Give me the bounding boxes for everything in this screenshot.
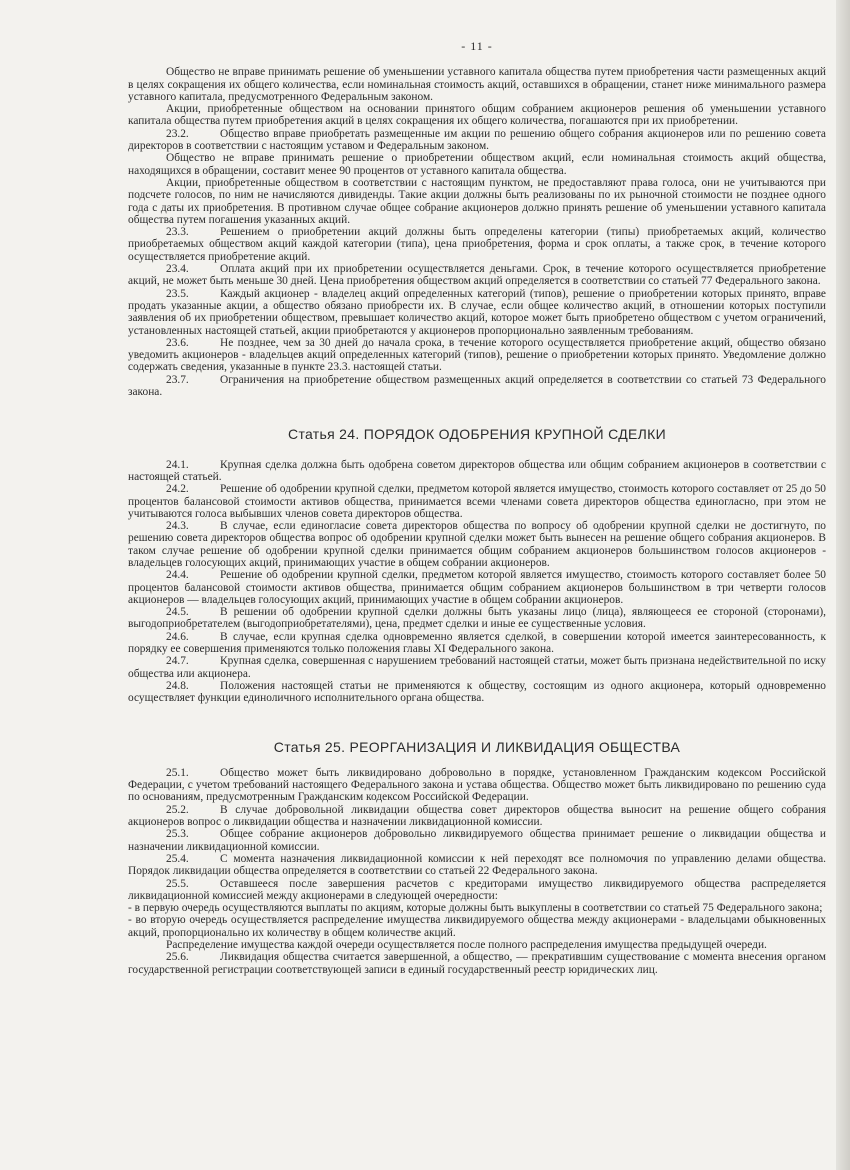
clause-number: 24.3.	[166, 520, 189, 533]
clause-23-6	[128, 337, 826, 374]
clause-number: 25.1.	[166, 766, 189, 779]
clause-number: 24.4.	[166, 569, 189, 582]
clause-number: 23.5.	[166, 287, 189, 300]
clause-number: 24.8.	[166, 679, 189, 692]
clause-number: 25.6.	[166, 951, 189, 964]
clause-number: 23.3.	[166, 226, 189, 239]
page-number: - 11 -	[461, 39, 493, 53]
clause-text: С момента назначения ликвидационной комиссии к ней переходят все полномочия по управлению делами общества. Порядок ликвидации общества определяется в соответствии со статьей 22 Федерального закона.	[128, 852, 826, 878]
clause-23-2	[128, 128, 826, 153]
article-23-continuation	[128, 66, 826, 398]
clause-number: 24.1.	[166, 458, 189, 471]
clause-text: В решении об одобрении крупной сделки должны быть указаны лицо (лица), являющееся ее стороной (сторонами), выгодоприобретателем (выгодоприобретателями), цена, предмет сделки и иные ее существенные условия.	[128, 606, 826, 631]
clause-24-5	[128, 606, 826, 631]
article-24-title: Статья 24. ПОРЯДОК ОДОБРЕНИЯ КРУПНОЙ СДЕЛКИ	[288, 426, 666, 443]
clause-25-1	[128, 767, 826, 804]
clause-23-7	[128, 374, 826, 399]
clause-24-1	[128, 459, 826, 484]
clause-23-3	[128, 226, 826, 263]
clause-number: 23.6.	[166, 336, 189, 349]
clause-number: 24.5.	[166, 606, 189, 619]
clause-text: Каждый акционер - владелец акций определенных категорий (типов), решение о приобретении которых принято, вправе продать указанные акции, а общество обязано приобрести их. В случае, если общее количество акций, в отношении которых поступили заявления об их приобретении обществом, превышает количество акций, которое может быть приобретено обществом с учетом ограничений, установленных настоящей статьей, акции приобретаются у акционеров пропорционально заявленным требованиям.	[128, 287, 826, 337]
clause-24-7	[128, 655, 826, 680]
clause-text: В случае, если крупная сделка одновременно является сделкой, в совершении которой имеется заинтересованность, к порядку ее совершения применяются только положения главы XI Федерального закона.	[128, 630, 826, 656]
clause-24-2	[128, 483, 826, 520]
clause-text: Общество может быть ликвидировано добровольно в порядке, установленном Гражданским кодексом Российской Федерации, с учетом требований настоящего Федерального закона и устава общества. Общество может быть ликвидировано по решению суда по основаниям, предусмотренным Гражданским кодексом Российской Федерации.	[128, 766, 826, 804]
paragraph: Общество не вправе принимать решение об уменьшении уставного капитала общества путем приобретения части размещенных акций в целях сокращения их общего количества, если номинальная стоимость акций, оставшихся в обращении, станет ниже минимального размера уставного капитала, предусмотренного Федеральным законом.	[128, 66, 826, 103]
clause-text: Оставшееся после завершения расчетов с кредиторами имущество ликвидируемого общества распределяется ликвидационной комиссией между акционерами в следующей очередности:	[128, 877, 826, 902]
clause-text: Ограничения на приобретение обществом размещенных акций определяется в соответствии со статьей 73 Федерального закона.	[128, 373, 826, 399]
article-24-body	[128, 459, 826, 705]
clause-number: 25.5.	[166, 877, 189, 890]
clause-24-6	[128, 631, 826, 656]
paragraph: - во вторую очередь осуществляется распределение имущества ликвидируемого общества между акционерами - владельцами обыкновенных акций, пропорционально их количеству в общем количестве акций.	[128, 914, 826, 939]
article-25-title: Статья 25. РЕОРГАНИЗАЦИЯ И ЛИКВИДАЦИЯ ОБЩЕСТВА	[273, 738, 681, 755]
clause-text: Положения настоящей статьи не применяются к обществу, состоящим из одного акционера, который одновременно осуществляет функции единоличного исполнительного органа общества.	[128, 679, 826, 705]
clause-24-3	[128, 520, 826, 569]
clause-text: Не позднее, чем за 30 дней до начала срока, в течение которого осуществляется приобретение акций, общество обязано уведомить акционеров - владельцев акций определенных категорий (типов), решение о приобретении которых принято. Уведомление должно содержать сведения, указанные в пункте 23.3. настоящей статьи.	[128, 336, 826, 374]
clause-23-4	[128, 263, 826, 288]
clause-text: В случае добровольной ликвидации общества совет директоров общества выносит на решение общего собрания акционеров вопрос о ликвидации общества и назначении ликвидационной комиссии.	[128, 803, 826, 829]
clause-text: Крупная сделка должна быть одобрена советом директоров общества или общим собранием акционеров в соответствии с настоящей статьей.	[128, 458, 826, 483]
clause-23-5	[128, 288, 826, 337]
paragraph: Акции, приобретенные обществом в соответствии с настоящим пунктом, не предоставляют права голоса, они не учитываются при подсчете голосов, по ним не начисляются дивиденды. Такие акции должны быть реализованы по их рыночной стоимости не позднее одного года с даты их приобретения. В противном случае общее собрание акционеров должно принять решение об уменьшении уставного капитала общества путем погашения указанных акций.	[128, 176, 826, 226]
clause-number: 23.4.	[166, 263, 189, 276]
scan-edge	[836, 0, 850, 1170]
clause-25-4	[128, 853, 826, 878]
clause-number: 25.4.	[166, 852, 189, 865]
clause-text: Ликвидация общества считается завершенной, а общество, — прекратившим существование с момента внесения органом государственной регистрации соответствующей записи в единый государственный реестр юридических лиц.	[128, 951, 826, 976]
clause-25-2	[128, 804, 826, 829]
clause-text: Решение об одобрении крупной сделки, предметом которой является имущество, стоимость которого составляет от 25 до 50 процентов балансовой стоимости активов общества, принимается всеми членами совета директоров общества единогласно, при этом не учитываются голоса выбывших членов совета директоров общества.	[128, 483, 826, 520]
clause-24-4	[128, 569, 826, 606]
clause-text: В случае, если единогласие совета директоров общества по вопросу об одобрении крупной сделки не достигнуто, по решению совета директоров общества вопрос об одобрении крупной сделки может быть вынесен на решение общего собрания акционеров. В таком случае решение об одобрении крупной сделки принимается общим собранием акционеров большинством голосов акционеров - владельцев голосующих акций, принимающих участие в общем собрании акционеров.	[128, 520, 826, 569]
clause-number: 24.2.	[166, 483, 189, 496]
clause-number: 23.7.	[166, 373, 189, 386]
clause-text: Решение об одобрении крупной сделки, предметом которой является имущество, стоимость которого составляет более 50 процентов балансовой стоимости активов общества, принимается общим собранием акционеров большинством в три четверти голосов акционеров — владельцев голосующих акций, принимающих участие в общем собрании акционеров.	[128, 569, 826, 606]
clause-text: Общее собрание акционеров добровольно ликвидируемого общества принимает решение о ликвидации общества и назначении ликвидационной комиссии.	[128, 828, 826, 853]
paragraph: Акции, приобретенные обществом на основании принятого общим собранием акционеров решения об уменьшении уставного капитала общества путем приобретения акций в целях сокращения их общего количества, погашаются при их приобретении.	[128, 103, 826, 128]
clause-number: 23.2.	[166, 127, 189, 140]
clause-24-8	[128, 680, 826, 705]
article-25-body	[128, 767, 826, 976]
paragraph: Общество не вправе принимать решение о приобретении обществом акций, если номинальная стоимость акций общества, находящихся в обращении, составит менее 90 процентов от уставного капитала общества.	[128, 152, 826, 177]
clause-25-6	[128, 951, 826, 976]
paragraph: Распределение имущества каждой очереди осуществляется после полного распределения имущества предыдущей очереди.	[166, 939, 767, 951]
clause-number: 25.3.	[166, 828, 189, 841]
clause-text: Крупная сделка, совершенная с нарушением требований настоящей статьи, может быть признана недействительной по иску общества или акционера.	[128, 655, 826, 680]
clause-text: Оплата акций при их приобретении осуществляется деньгами. Срок, в течение которого осуществляется приобретение акций, не может быть меньше 30 дней. Цена приобретения обществом акций определяется в соответствии со статьей 77 Федерального закона.	[128, 263, 826, 288]
clause-25-5	[128, 878, 826, 903]
clause-number: 24.6.	[166, 630, 189, 643]
clause-25-3	[128, 828, 826, 853]
clause-text: Общество вправе приобретать размещенные им акции по решению общего собрания акционеров или по решению совета директоров в соответствии с настоящим уставом и Федеральным законом.	[128, 127, 826, 153]
paragraph: - в первую очередь осуществляются выплаты по акциям, которые должны быть выкуплены в соответствии со статьей 75 Федерального закона;	[128, 902, 823, 915]
document-page	[128, 40, 826, 976]
clause-number: 24.7.	[166, 655, 189, 668]
clause-number: 25.2.	[166, 803, 189, 816]
clause-text: Решением о приобретении акций должны быть определены категории (типы) приобретаемых акций, количество приобретаемых обществом акций каждой категории (типа), цена приобретения, форма и срок оплаты, а также срок, в течение которого осуществляется приобретение акций.	[128, 226, 826, 263]
